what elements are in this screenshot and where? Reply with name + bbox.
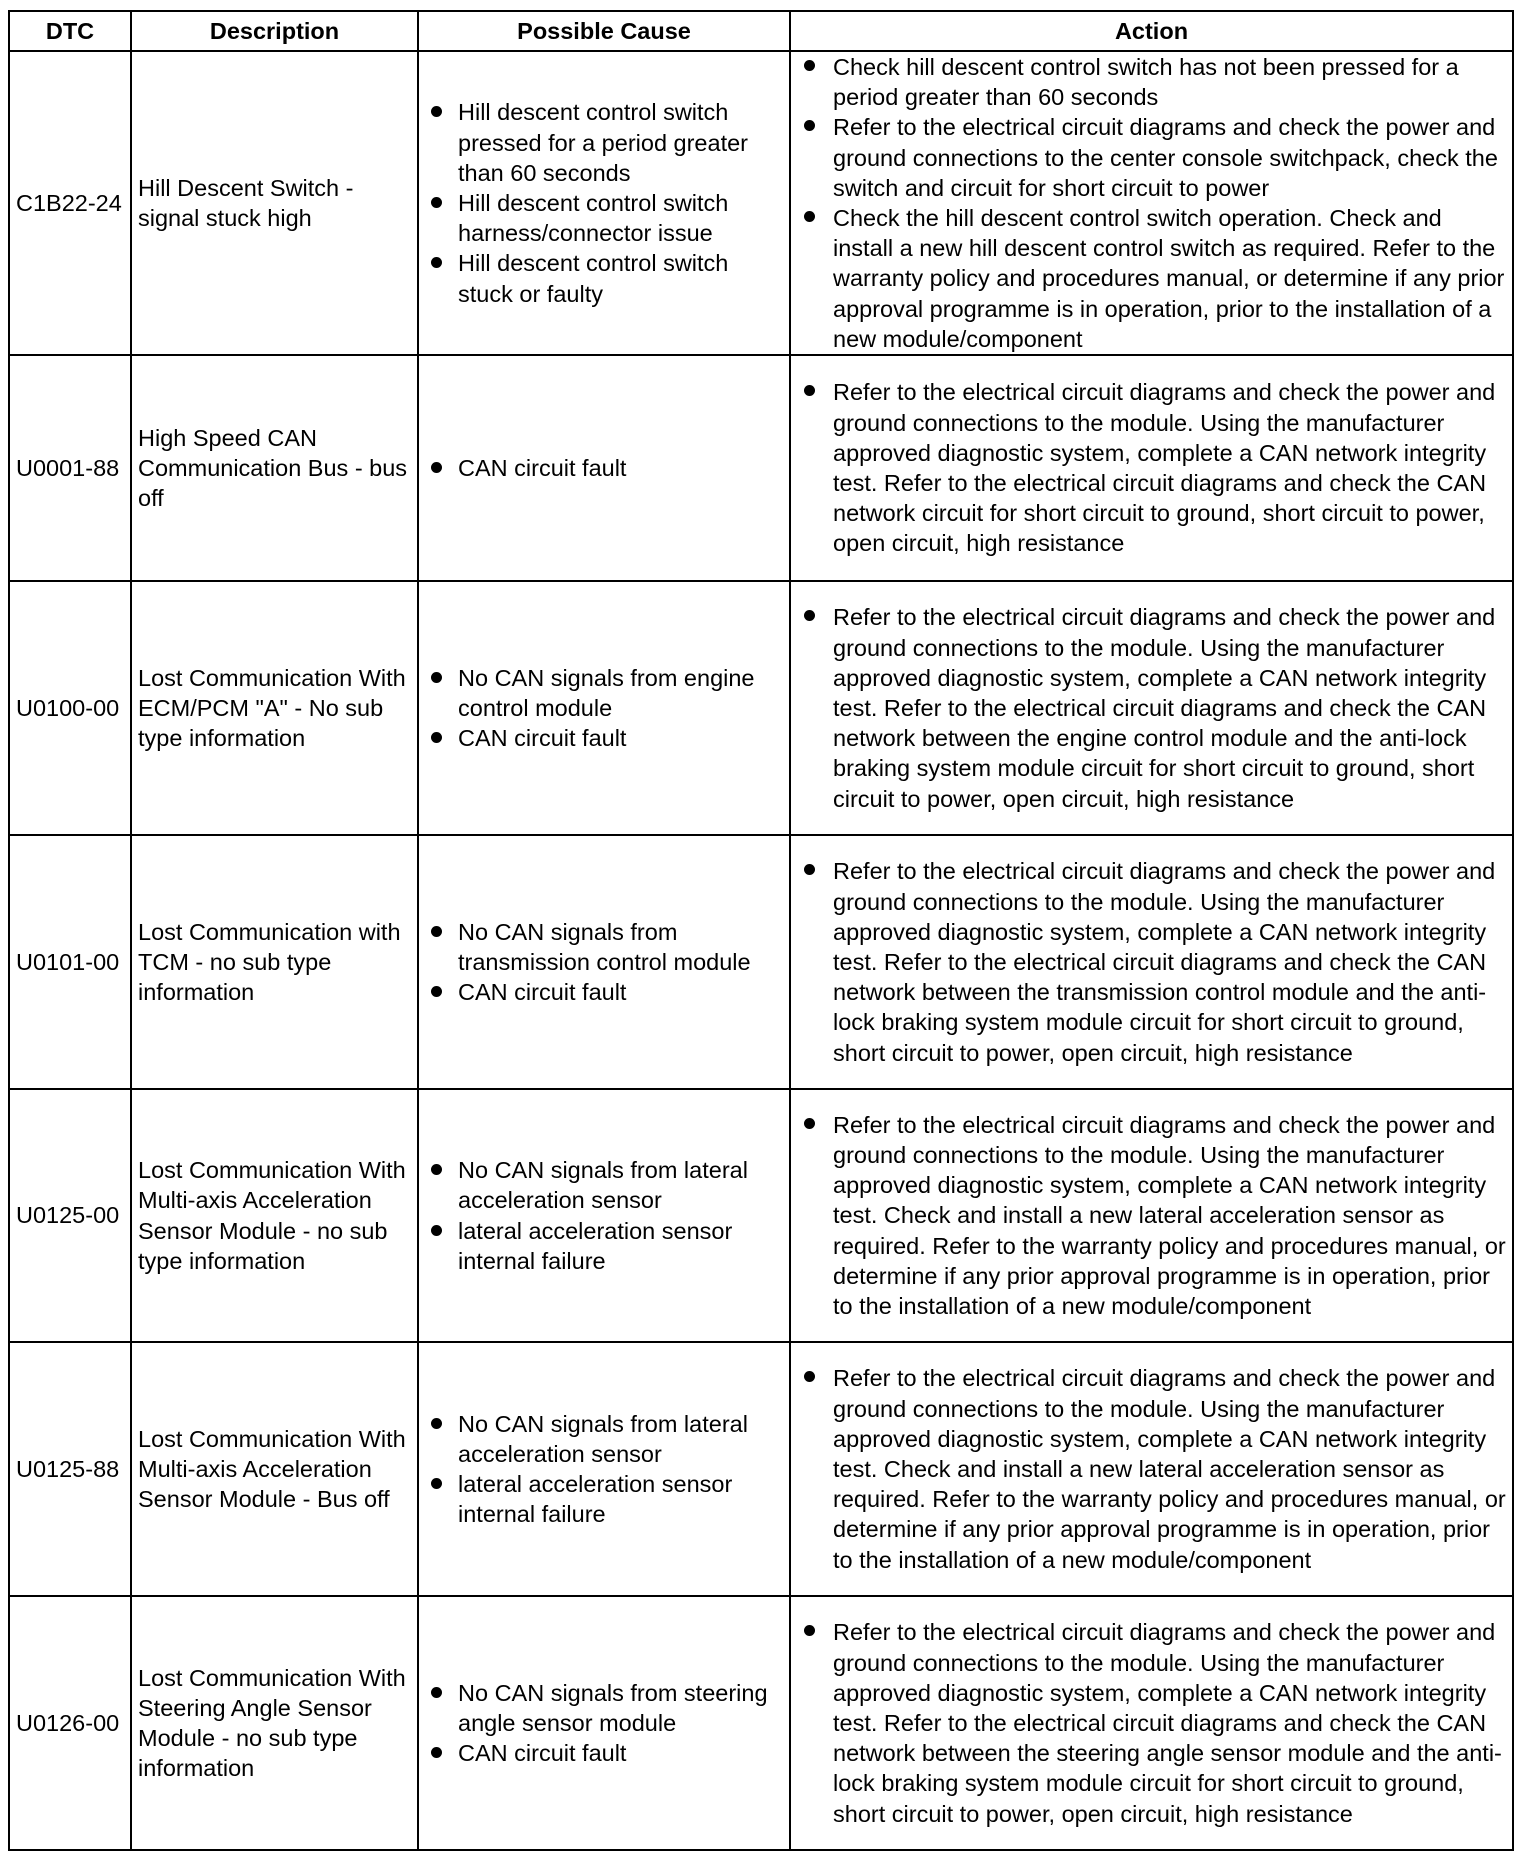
description-cell: Hill Descent Switch - signal stuck high [131,51,418,355]
cause-item: No CAN signals from lateral acceleration sensor [425,1155,783,1215]
table-row [9,1342,1513,1596]
action-item: Refer to the electrical circuit diagrams and check the power and ground connections to the module. Using the manufacturer approved diagnostic system, complete a CAN network integrity test. Refer to the electrical circuit diagrams and check the CAN network between the engine control module and the anti-lock braking system module circuit for short circuit to ground, short circuit to power, open circuit, high resistance [797,602,1506,813]
cause-item: Hill descent control switch stuck or faulty [425,248,783,308]
dtc-code: U0125-88 [9,1342,131,1596]
possible-cause-cell [418,835,790,1089]
table-row [9,355,1513,581]
table-header-row [9,11,1513,51]
dtc-code: U0101-00 [9,835,131,1089]
description-cell: Lost Communication With Multi-axis Acceleration Sensor Module - no sub type information [131,1089,418,1342]
cause-item: CAN circuit fault [425,977,783,1007]
header-dtc: DTC [9,11,131,51]
header-description: Description [131,11,418,51]
description-cell: High Speed CAN Communication Bus - bus off [131,355,418,581]
cause-item: No CAN signals from steering angle sensor module [425,1678,783,1738]
action-item: Refer to the electrical circuit diagrams and check the power and ground connections to the module. Using the manufacturer approved diagnostic system, complete a CAN network integrity test. Refer to the electrical circuit diagrams and check the CAN network circuit for short circuit to ground, short circuit to power, open circuit, high resistance [797,377,1506,558]
cause-item: Hill descent control switch harness/connector issue [425,188,783,248]
possible-cause-cell [418,581,790,835]
dtc-table [8,10,1514,1851]
cause-item: Hill descent control switch pressed for a period greater than 60 seconds [425,97,783,188]
cause-item: CAN circuit fault [425,453,783,483]
dtc-code: U0001-88 [9,355,131,581]
table-row [9,1596,1513,1850]
cause-item: No CAN signals from engine control module [425,663,783,723]
dtc-code: U0125-00 [9,1089,131,1342]
header-action: Action [790,11,1513,51]
possible-cause-cell [418,1089,790,1342]
possible-cause-cell [418,51,790,355]
description-cell: Lost Communication with TCM - no sub type information [131,835,418,1089]
dtc-code: C1B22-24 [9,51,131,355]
table-row [9,581,1513,835]
possible-cause-cell [418,355,790,581]
action-cell [790,1342,1513,1596]
possible-cause-cell [418,1596,790,1850]
cause-item: CAN circuit fault [425,1738,783,1768]
action-item: Refer to the electrical circuit diagrams and check the power and ground connections to the module. Using the manufacturer approved diagnostic system, complete a CAN network integrity test. Check and install a new lateral acceleration sensor as required. Refer to the warranty policy and procedures manual, or determine if any prior approval programme is in operation, prior to the installation of a new module/component [797,1363,1506,1574]
cause-item: lateral acceleration sensor internal failure [425,1216,783,1276]
action-item: Refer to the electrical circuit diagrams and check the power and ground connections to the module. Using the manufacturer approved diagnostic system, complete a CAN network integrity test. Check and install a new lateral acceleration sensor as required. Refer to the warranty policy and procedures manual, or determine if any prior approval programme is in operation, prior to the installation of a new module/component [797,1110,1506,1321]
possible-cause-cell [418,1342,790,1596]
action-cell [790,355,1513,581]
table-row [9,1089,1513,1342]
description-cell: Lost Communication With Steering Angle Sensor Module - no sub type information [131,1596,418,1850]
dtc-code: U0126-00 [9,1596,131,1850]
header-possible-cause: Possible Cause [418,11,790,51]
cause-item: No CAN signals from transmission control module [425,917,783,977]
action-cell [790,1089,1513,1342]
cause-item: No CAN signals from lateral acceleration sensor [425,1409,783,1469]
description-cell: Lost Communication With ECM/PCM "A" - No sub type information [131,581,418,835]
table-row [9,835,1513,1089]
cause-item: lateral acceleration sensor internal failure [425,1469,783,1529]
action-item: Refer to the electrical circuit diagrams and check the power and ground connections to the module. Using the manufacturer approved diagnostic system, complete a CAN network integrity test. Refer to the electrical circuit diagrams and check the CAN network between the steering angle sensor module and the anti-lock braking system module circuit for short circuit to ground, short circuit to power, open circuit, high resistance [797,1617,1506,1828]
cause-item: CAN circuit fault [425,723,783,753]
action-item: Check the hill descent control switch operation. Check and install a new hill descent control switch as required. Refer to the warranty policy and procedures manual, or determine if any prior approval programme is in operation, prior to the installation of a new module/component [797,203,1506,354]
action-item: Refer to the electrical circuit diagrams and check the power and ground connections to the module. Using the manufacturer approved diagnostic system, complete a CAN network integrity test. Refer to the electrical circuit diagrams and check the CAN network between the transmission control module and the anti-lock braking system module circuit for short circuit to ground, short circuit to power, open circuit, high resistance [797,856,1506,1067]
dtc-code: U0100-00 [9,581,131,835]
action-cell [790,51,1513,355]
action-item: Check hill descent control switch has not been pressed for a period greater than 60 seconds [797,52,1506,112]
action-cell [790,835,1513,1089]
action-item: Refer to the electrical circuit diagrams and check the power and ground connections to the center console switchpack, check the switch and circuit for short circuit to power [797,112,1506,203]
table-row [9,51,1513,355]
action-cell [790,1596,1513,1850]
action-cell [790,581,1513,835]
description-cell: Lost Communication With Multi-axis Acceleration Sensor Module - Bus off [131,1342,418,1596]
